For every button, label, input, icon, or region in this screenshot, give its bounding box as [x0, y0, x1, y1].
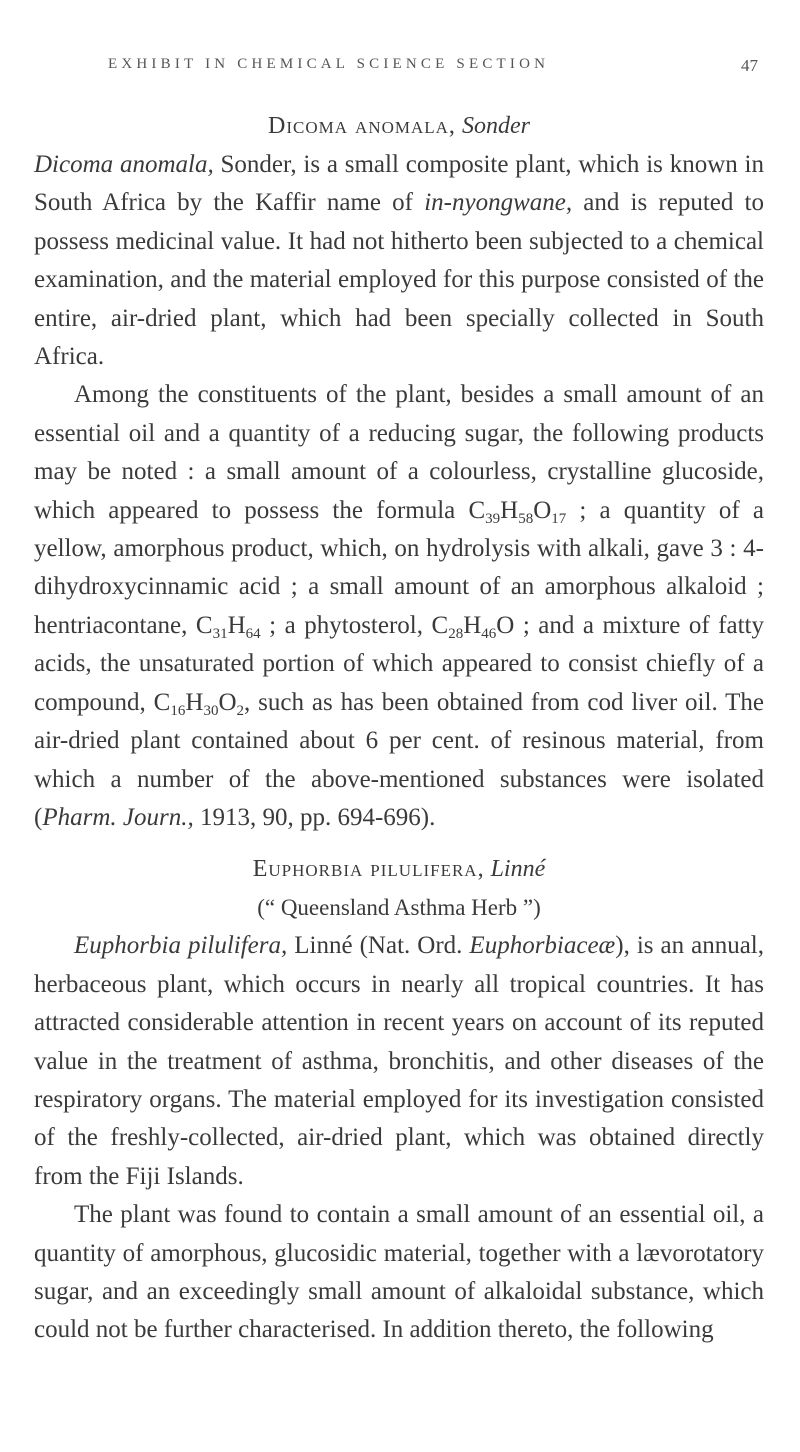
- section-subheading: (“ Queensland Asthma Herb ”): [257, 895, 541, 921]
- page-body: [34, 106, 764, 1350]
- section-heading-dicoma: [34, 106, 764, 146]
- running-head: [108, 56, 758, 73]
- text-run: Linné (Nat. Ord.: [287, 932, 470, 960]
- paragraph-euphorbia-constituents: The plant was found to contain a small amount of an essential oil, a quantity of amorphous, glucosidic material, together with a lævorotatory sugar, and an exceedingly small amount of alkaloidal substance, which could not be further characterised. In addition thereto, the following: [34, 1201, 764, 1344]
- text-run: Among the constituents of the plant, besides a small amount of an essential oil and a quantity of a reducing sugar, the following products may be noted : a small amount of a colourless, crystalline glucoside, which appeared to possess the formula C: [34, 381, 764, 524]
- paragraph-dicoma-constituents: [34, 376, 764, 837]
- journal-citation: Pharm. Journ.,: [42, 803, 194, 831]
- family-name: Euphorbiaceæ: [469, 932, 616, 960]
- text-run: 1913, 90, pp. 694-696).: [193, 803, 436, 831]
- text-run: , such as has been obtained from cod liver oil. The air-dried plant contained about 6 per cent. of resinous material, from which a number of the above-mentioned substances were isolated (: [34, 688, 764, 831]
- page-number: 47: [741, 56, 758, 75]
- section-heading-euphorbia: [34, 849, 764, 889]
- text-run: and is reputed to possess medicinal value. It had not hitherto been subjected to a chemical examination, and the material employed for this purpose consisted of the entire, air-dried plant, which had been specially collected in South Africa.: [34, 189, 764, 371]
- text-run: O: [533, 496, 552, 524]
- text-run: O ; and a mixture of fatty acids, the unsaturated portion of which appeared to consist chiefly of a compound, C: [34, 611, 764, 716]
- subscript: 17: [551, 510, 567, 527]
- heading-author: Linné: [490, 856, 546, 883]
- subscript: 30: [203, 702, 219, 719]
- heading-species: Euphorbia pilulifera,: [252, 856, 485, 883]
- subscript: 46: [481, 625, 497, 642]
- text-run: H: [463, 611, 482, 639]
- text-run: H: [227, 611, 246, 639]
- heading-species: Dicoma anomala,: [268, 113, 456, 139]
- subscript: 2: [236, 702, 244, 719]
- paragraph-euphorbia-intro: [34, 927, 764, 1196]
- text-run: ; a phytosterol, C: [260, 611, 449, 639]
- text-run: O: [218, 688, 237, 716]
- text-run: H: [185, 688, 204, 716]
- heading-author: Sonder: [461, 113, 530, 139]
- paragraph-dicoma-intro: [34, 146, 764, 376]
- species-name: Euphorbia pilulifera,: [74, 932, 288, 960]
- text-run: H: [500, 496, 519, 524]
- subscript: 58: [518, 510, 534, 527]
- subscript: 16: [170, 702, 186, 719]
- subscript: 39: [485, 510, 501, 527]
- species-name: Dicoma anomala,: [34, 151, 214, 178]
- text-run: Sonder, is a small composite plant, which is known in South Africa by the Kaffir name of: [34, 151, 764, 217]
- running-head-title: EXHIBIT IN CHEMICAL SCIENCE SECTION: [108, 56, 550, 72]
- native-name: in-nyongwane,: [424, 189, 573, 217]
- subscript: 31: [212, 625, 228, 642]
- subscript: 64: [245, 625, 261, 642]
- text-run: ; a quantity of a yellow, amorphous product, which, on hydrolysis with alkali, gave 3 : 4-dihydroxycinnamic acid ; a small amount of an amorphous alkaloid ; hentriacontane, C: [34, 496, 764, 639]
- subscript: 28: [448, 625, 464, 642]
- text-run: ), is an annual, herbaceous plant, which occurs in nearly all tropical countries. It has attracted considerable attention in recent years on account of its reputed value in the treatment of asthma, bronchitis, and other diseases of the respiratory organs. The material employed for its investigation consisted of the freshly-collected, air-dried plant, which was obtained directly from the Fiji Islands.: [34, 932, 765, 1190]
